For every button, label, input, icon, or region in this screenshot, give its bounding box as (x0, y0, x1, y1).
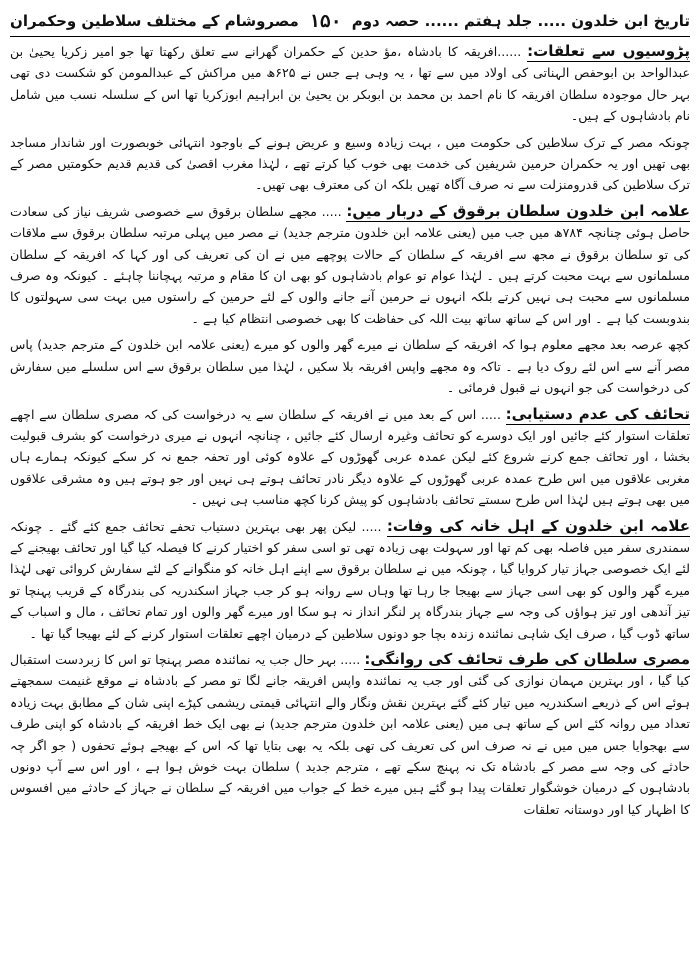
paragraph-gifts-unavailable (10, 404, 690, 511)
header-book-title: تاریخ ابن خلدون ..... جلد ہفتم ...... حصہ دوم (351, 12, 690, 30)
page-number: ۱۵۰ (309, 10, 342, 32)
body-text: چونکہ مصر کے ترک سلاطین کی حکومت میں ، بہت زیادہ وسیع و عریض ہونے کے باوجود انتہائی خوبصورت اور شاندار مساجد بھی تھیں اور یہ حکمران حرمین شریفین کی خدمت بھی خوب کیا کرتے تھے ، لہٰذا مغرب اقصیٰ کی قدیم قدیم حکومتیں مصر کے ترک سلاطین کی قدرومنزلت سے نہ صرف آگاہ تھیں بلکہ ان کی معترف بھی تھیں۔ (10, 134, 690, 193)
heading-family-death: علامہ ابن خلدون کے اہل خانہ کی وفات: (386, 516, 690, 535)
heading-court-of-barquq: علامہ ابن خلدون سلطان برقوق کے دربار میں: (346, 201, 691, 220)
paragraph-gifts-dispatch (10, 649, 690, 820)
paragraph-turkish-sultans (10, 132, 690, 196)
heading-gifts-dispatch: مصری سلطان کی طرف تحائف کی روانگی: (364, 649, 690, 668)
paragraph-family-held (10, 334, 690, 398)
heading-neighbors-relations: پڑوسیوں سے تعلقات: (527, 42, 690, 60)
body-text: ......افریقہ کا بادشاہ ،مؤ حدین کے حکمران گھرانے سے تعلق رکھتا تھا جو امیر زکریا یحییٰ بن عبدالواحد بن ابوحفص الہناتی کی اولاد میں سے تھا ، یہ وہی ہے جس نے ۶۲۵ھ میں مراکش کے عبدالمومن کو شکست دی تھی بہر حال موجودہ سلطان افریقہ کا نام احمد بن محمد بن ابوبکر بن یحییٰ بن ابراہیم ابوزکریا تھا اس کے سلسلہ نسب میں شامل نام بادشاہوں کے ہیں۔ (10, 44, 690, 124)
header-chapter-title: مصروشام کے مختلف سلاطین وحکمران (10, 12, 299, 30)
paragraph-court-of-barquq (10, 201, 690, 329)
paragraph-neighbors-relations (10, 41, 690, 127)
body-text: ..... لیکن پھر بھی بہترین دستیاب تحفے تحائف جمع کئے گئے ۔ چونکہ سمندری سفر میں فاصلہ بھی کم تھا اور سہولت بھی زیادہ تھی تو اسی سفر کو اختیار کرنے کا فیصلہ کیا گیا اور تحائف بھیجنے کے لئے ایک خصوصی جہاز تیار کروایا گیا ، چونکہ میں نے سلطان برقوق سے اپنے اہل خانہ کو منگوانے کے لئے سفارش کروائی تھی لہٰذا میرے گھر والوں کو بھی اسی جہاز سے بھیجا جا رہا تھا وہاں سے روانہ ہو کر جب جہاز اسکندریہ کی بندرگاہ کے قریب پہنچا تو تیز آندھی اور تیز ہواؤں کی وجہ سے جہاز بندرگاہ پر لنگر انداز نہ ہو سکا اور میرے گھر والوں اور تمام تحائف ، مال و اسباب کے ساتھ ڈوب گیا ، صرف ایک شاہی نمائندہ زندہ بچا جو دونوں سلاطین کے درمیان اچھے تعلقات استوار کرنے کے لئے بھیجا گیا تھا ۔ (10, 518, 690, 641)
heading-gifts-unavailable: تحائف کی عدم دستیابی: (505, 404, 690, 423)
paragraph-family-death (10, 516, 690, 644)
page-content (10, 37, 690, 820)
page-header (10, 6, 690, 37)
body-text: کچھ عرصہ بعد مجھے معلوم ہوا کہ افریقہ کے سلطان نے میرے گھر والوں کو میرے (یعنی علامہ ابن خلدون کے مترجم جدید) پاس مصر آنے سے اس لئے روک دیا ہے ۔ تاکہ وہ مجھے واپس افریقہ بلا سکیں ، لہٰذا میں سلطان برقوق سے اس سلسلے میں سفارش کی درخواست کی جو انہوں نے قبول فرمائی ۔ (10, 337, 690, 396)
body-text: ..... بہر حال جب یہ نمائندہ مصر پہنچا تو اس کا زبردست استقبال کیا گیا ، اور بہترین مہمان نوازی کی گئی اور جب یہ نمائندہ واپس افریقہ جانے لگا تو مصر کے بادشاہ نے موقع غنیمت سمجھتے ہوئے اس کے ذریعے اسکندریہ میں تیار کئے گئے بہترین نقش ونگار والے انتہائی قیمتی ریشمی کپڑے اپنی شان کے مطابق بہت زیادہ تعداد میں روانہ کئے اس کے ساتھ ہی میں (یعنی علامہ ابن خلدون مترجم جدید) نے بھی ایک خط افریقہ کے بادشاہ کو اپنی طرف سے بھجوایا جس میں میں نے نہ صرف اس کی تعریف کی تھی بلکہ یہ بھی بتایا تھا کہ اس کے بھیجے ہوئے تحفوں ( جو اگر چہ حادثے کی وجہ سے مصر کے بادشاہ تک نہ پہنچ سکے تھے ، مترجم جدید ) سلطان بہت خوش ہوا ہے ، اور اس سے آپ دونوں بادشاہوں کے درمیان خوشگوار تعلقات پیدا ہو گئے ہیں میرے خط کے جواب میں افریقہ کے سلطان نے جہاز کے حادثے میں افسوس کا اظہار کیا اور دوستانہ تعلقات (10, 651, 690, 817)
body-text: ..... اس کے بعد میں نے افریقہ کے سلطان سے یہ درخواست کی کہ مصری سلطان سے اچھے تعلقات استوار کئے جائیں اور ایک دوسرے کو تحائف وغیرہ ارسال کئے جائیں ، چنانچہ انہوں نے میری درخواست کو بشرف قبولیت بخشا ، اور تحائف جمع کرنے شروع کئے لیکن عمدہ عربی گھوڑوں کے علاوہ کوئی اور تحفہ جمع نہ کر سکے کیونکہ ہمارے ہاں مغربی علاقوں میں اس طرح عمدہ عربی گھوڑوں کے علاوہ دیگر نادر تحائف ہوتے ہی نہیں اور جو ہوتے ہیں وہ مشرقی علاقوں میں بھی ہوتے ہیں لہٰذا اس طرح سستے تحائف بادشاہوں کو پیش کرنا کچھ مناسب ہی نہیں ۔ (10, 406, 690, 508)
body-text: ..... مجھے سلطان برقوق سے خصوصی شریف نیاز کی سعادت حاصل ہوئی چنانچہ ۷۸۴ھ میں جب میں (یعنی علامہ ابن خلدون مترجم جدید) نے مصر میں پہلی مرتبہ سلطان برقوق سے ملاقات کی تو سلطان برقوق نے مجھ سے افریقہ کے سلطان کے حالات پوچھے میں نے ان کی تعریف کی اور کہا کہ افریقہ کے سلطان مسلمانوں سے بہت محبت کرتے ہیں ۔ لہٰذا عوام تو عوام بادشاہوں کو بھی ان کا مقام و مرتبہ پہچاننا چاہئے ۔ کیونکہ وہ صرف مسلمانوں سے محبت ہی نہیں کرتے بلکہ انہوں نے حرمین آنے جانے والوں کے لئے حرمین کے راستوں میں بہت سی سہولتوں کا بندوبست کیا ہے ۔ اور اس کے ساتھ ساتھ بیت اللہ کی حفاظت کا بھی خصوصی انتظام کیا ہے ۔ (10, 203, 691, 326)
